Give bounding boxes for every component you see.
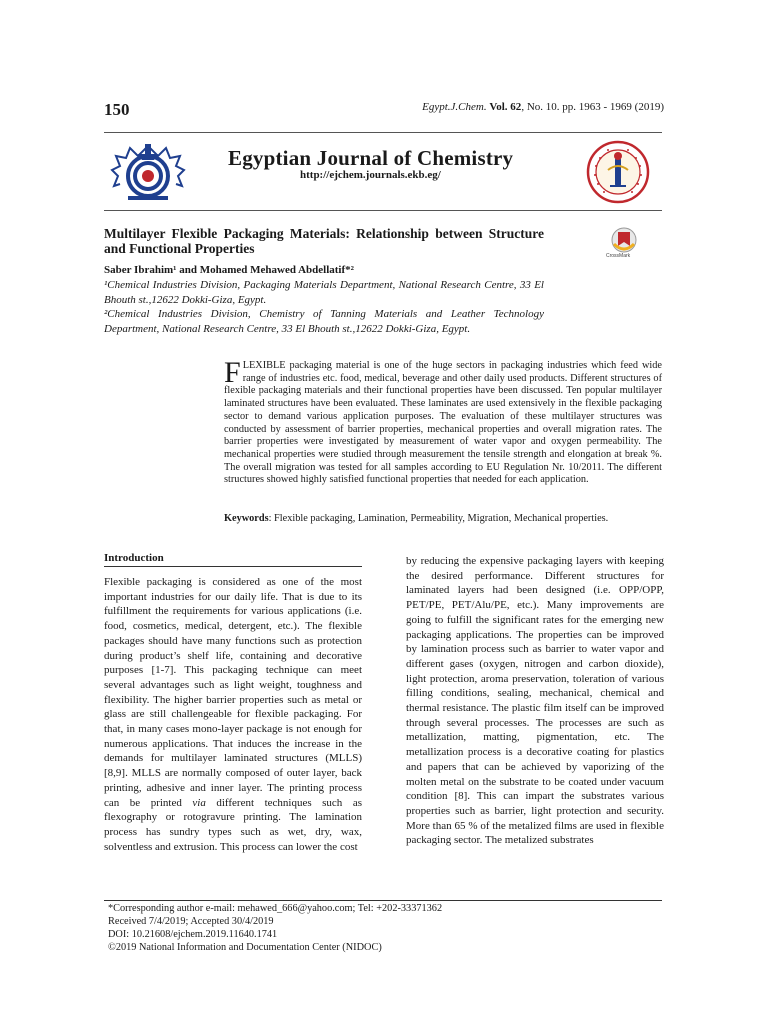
section-heading-rule xyxy=(104,566,362,567)
journal-url[interactable]: http://ejchem.journals.ekb.eg/ xyxy=(300,169,441,181)
received-accepted-dates: Received 7/4/2019; Accepted 30/4/2019 xyxy=(108,916,274,927)
keywords xyxy=(224,513,662,524)
journal-volume: Vol. 62 xyxy=(489,101,522,113)
footnote-rule xyxy=(104,900,662,901)
intro-left-text-1: Flexible packaging is considered as one of the most important industries for our daily life. That is due to its fulfillment the requirements for various applications (i.e. food, cosmetics, medical, detergent, etc.). The flexible packages should have many functions such as protection during product’s shelf life, containing and decorative purposes [1-7]. This packaging technique can meet several advantages such as light weight, toughness and flexibility. The higher barrier properties such as metal or glass are still challengeable for flexible packaging. For that, in many cases mono-layer package is not enough for numerous applications. That induces the increase in the demands for multilayer laminated structures (MLLS) [8,9]. MLLS are normally composed of outer layer, back printing, adhesive and inner layer. The printing process can be printed xyxy=(104,576,362,809)
journal-abbrev: Egypt.J.Chem. xyxy=(422,101,487,113)
keywords-list: : Flexible packaging, Lamination, Permeability, Migration, Mechanical properties. xyxy=(268,513,609,524)
abstract-text: LEXIBLE packaging material is one of the huge sectors in packaging industries which feed wide range of industries etc. food, medical, beverage and other daily used products. Different structures of flexible packaging materials and their functional properties have been discussed. Ten popular multilayer laminated structures have been evaluated. These laminates are used extensively in the flexible packaging sector to demand various application purposes. The evaluation of these multilayer structures was conducted by assessment of barrier properties, mechanical properties and overall migration rates. The barrier properties were investigated by measurement of water vapor and oxygen permeability. The mechanical properties were studied through measurement the tensile strength and elongation at break %. The overall migration was tested for all samples according to EU Regulation Nr. 10/2011. The different structures showed highly satisfied functional properties that needed for each application. xyxy=(224,360,662,486)
affiliation-1: ¹Chemical Industries Division, Packaging Materials Department, National Research Centre, 33 El Bhouth st.,12622 Dokki-Giza, Egypt. xyxy=(104,279,544,306)
keywords-label: Keywords xyxy=(224,513,269,524)
corresponding-author: *Corresponding author e-mail: mehawed_666@yahoo.com; Tel: +202-33371362 xyxy=(108,903,443,914)
section-heading-introduction: Introduction xyxy=(104,552,164,564)
journal-reference xyxy=(422,101,664,113)
abstract xyxy=(224,356,662,487)
copyright: ©2019 National Information and Documentation Center (NIDOC) xyxy=(108,942,382,953)
society-logo-icon xyxy=(110,140,186,206)
author-list: Saber Ibrahim¹ and Mohamed Mehawed Abdellatif*² xyxy=(104,264,354,276)
article-title: Multilayer Flexible Packaging Materials: Relationship between Structure and Functional Properties xyxy=(104,226,544,256)
affiliation-2: ²Chemical Industries Division, Chemistry of Tanning Materials and Leather Technology Department, National Research Centre, 33 El Bhouth st.,12622 Dokki-Giza, Egypt. xyxy=(104,308,544,335)
journal-name: Egyptian Journal of Chemistry xyxy=(228,146,514,170)
chemical-society-seal-icon xyxy=(586,140,650,204)
header-rule xyxy=(104,132,662,133)
intro-column-right: by reducing the expensive packaging layers with keeping the desired performance. Different structures for laminated layers had been designed (i.e. OPP/OPP, PET/PE, PET/Alu/PE, etc.). Many improvements are going to fulfill the significant rates for the emerging new packaging applications. The properties can be improved by lamination process such as barrier to water vapor and different gases (oxygen, nitrogen and carbon dioxide), light protection, aroma preservation, toleration of various filling conditions, sealing, mechanical, chemical and thermal resistance. The plastic film itself can be improved through several processes. The processes are such as metallization, matting, pigmentation, etc. The metallization process is a decorative coating for plastics and papers that can be achieved by vaporizing of the molten metal on the substrate to be coated under vacuum condition [8]. This can impart the substrates various properties such as barrier, light protection and security. More than 65 % of the metalized films are used in flexible packaging sector. The metalized substrates xyxy=(406,555,664,847)
journal-issue-pages: , No. 10. pp. 1963 - 1969 (2019) xyxy=(521,101,664,113)
doi[interactable]: DOI: 10.21608/ejchem.2019.11640.1741 xyxy=(108,929,278,940)
intro-left-italic: via xyxy=(192,796,206,809)
title-rule xyxy=(104,210,662,211)
intro-left-text-2: different techniques such as flexography or rotogravure printing. The lamination process has sundry types such as wet, dry, wax, solventless and extrusion. This process can lower the cost xyxy=(104,796,362,853)
page-number: 150 xyxy=(104,100,130,119)
abstract-dropcap: F xyxy=(224,356,241,389)
crossmark-label: CrossMark xyxy=(606,253,631,259)
intro-column-left xyxy=(104,575,362,854)
